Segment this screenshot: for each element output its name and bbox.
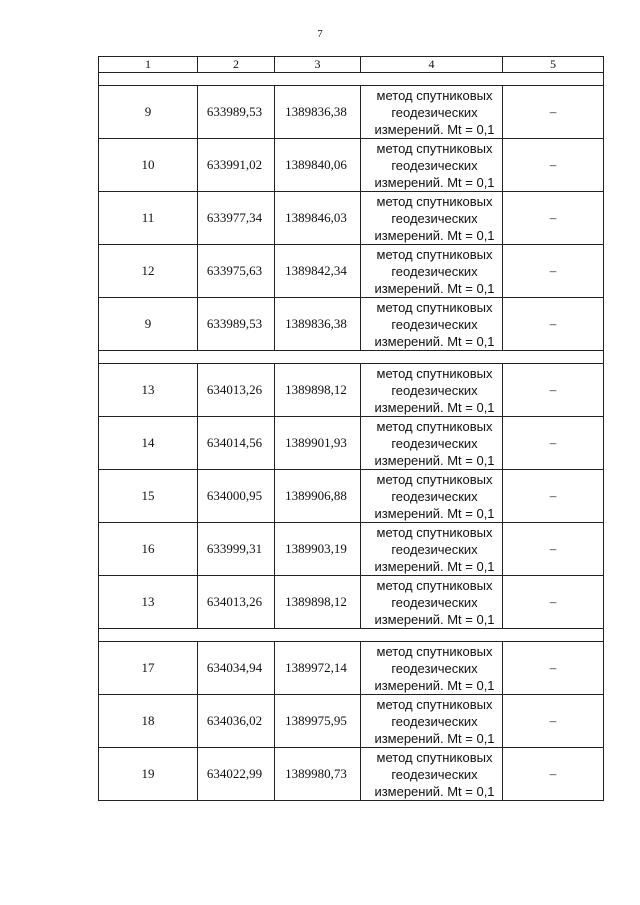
table-row <box>99 192 604 245</box>
method-line: измерений. Mt = 0,1 <box>374 783 495 799</box>
method-line: метод спутниковых <box>376 246 493 262</box>
table-row <box>99 245 604 298</box>
description-cell: – <box>503 86 604 139</box>
coordinate-y-cell: 1389842,34 <box>275 245 361 298</box>
method-line: геодезических <box>391 382 478 398</box>
point-number-cell: 12 <box>99 245 198 298</box>
method-line: метод спутниковых <box>376 140 493 156</box>
description-cell: – <box>503 364 604 417</box>
table-body <box>99 57 604 801</box>
method-cell <box>361 298 503 351</box>
coordinate-y-cell: 1389898,12 <box>275 364 361 417</box>
point-number-cell: 11 <box>99 192 198 245</box>
method-line: измерений. Mt = 0,1 <box>374 730 495 746</box>
section-separator-row <box>99 351 604 364</box>
point-number-cell: 9 <box>99 298 198 351</box>
coordinate-y-cell: 1389972,14 <box>275 642 361 695</box>
coordinate-y-cell: 1389980,73 <box>275 748 361 801</box>
table-row <box>99 417 604 470</box>
section-separator-cell <box>99 351 604 364</box>
coordinate-x-cell: 634022,99 <box>198 748 275 801</box>
coordinate-y-cell: 1389901,93 <box>275 417 361 470</box>
description-cell: – <box>503 642 604 695</box>
table-row <box>99 298 604 351</box>
method-cell <box>361 576 503 629</box>
description-cell: – <box>503 245 604 298</box>
coordinate-x-cell: 634014,56 <box>198 417 275 470</box>
method-line: метод спутниковых <box>376 577 493 593</box>
table-row <box>99 748 604 801</box>
point-number-cell: 9 <box>99 86 198 139</box>
description-cell: – <box>503 576 604 629</box>
method-line: измерений. Mt = 0,1 <box>374 558 495 574</box>
method-cell <box>361 139 503 192</box>
method-line: геодезических <box>391 316 478 332</box>
method-line: измерений. Mt = 0,1 <box>374 399 495 415</box>
point-number-cell: 19 <box>99 748 198 801</box>
description-cell: – <box>503 695 604 748</box>
table-row <box>99 576 604 629</box>
method-line: измерений. Mt = 0,1 <box>374 280 495 296</box>
method-line: геодезических <box>391 541 478 557</box>
method-cell <box>361 364 503 417</box>
header-col-3: 3 <box>275 57 361 73</box>
method-line: метод спутниковых <box>376 643 493 659</box>
coordinate-y-cell: 1389840,06 <box>275 139 361 192</box>
coordinate-y-cell: 1389846,03 <box>275 192 361 245</box>
page-number: 7 <box>317 28 323 40</box>
method-line: измерений. Mt = 0,1 <box>374 505 495 521</box>
method-line: метод спутниковых <box>376 365 493 381</box>
table-row <box>99 470 604 523</box>
coordinate-x-cell: 634034,94 <box>198 642 275 695</box>
method-cell <box>361 245 503 298</box>
coordinate-y-cell: 1389898,12 <box>275 576 361 629</box>
coordinate-x-cell: 633989,53 <box>198 86 275 139</box>
point-number-cell: 17 <box>99 642 198 695</box>
table-row <box>99 523 604 576</box>
method-line: метод спутниковых <box>376 471 493 487</box>
method-line: измерений. Mt = 0,1 <box>374 677 495 693</box>
method-line: измерений. Mt = 0,1 <box>374 174 495 190</box>
method-line: метод спутниковых <box>376 418 493 434</box>
method-cell <box>361 417 503 470</box>
point-number-cell: 16 <box>99 523 198 576</box>
header-col-2: 2 <box>198 57 275 73</box>
coordinate-x-cell: 633975,63 <box>198 245 275 298</box>
point-number-cell: 10 <box>99 139 198 192</box>
header-col-4: 4 <box>361 57 503 73</box>
table-header-row <box>99 57 604 73</box>
table-row <box>99 139 604 192</box>
method-line: геодезических <box>391 713 478 729</box>
method-line: метод спутниковых <box>376 299 493 315</box>
coordinate-y-cell: 1389903,19 <box>275 523 361 576</box>
point-number-cell: 13 <box>99 576 198 629</box>
coordinate-x-cell: 634036,02 <box>198 695 275 748</box>
method-line: геодезических <box>391 435 478 451</box>
method-line: геодезических <box>391 104 478 120</box>
method-line: геодезических <box>391 766 478 782</box>
method-line: измерений. Mt = 0,1 <box>374 452 495 468</box>
method-cell <box>361 695 503 748</box>
table-row <box>99 642 604 695</box>
point-number-cell: 18 <box>99 695 198 748</box>
coordinate-x-cell: 633999,31 <box>198 523 275 576</box>
section-separator-cell <box>99 73 604 86</box>
table-row <box>99 695 604 748</box>
description-cell: – <box>503 470 604 523</box>
coordinate-x-cell: 633977,34 <box>198 192 275 245</box>
method-cell <box>361 86 503 139</box>
point-number-cell: 15 <box>99 470 198 523</box>
method-line: метод спутниковых <box>376 696 493 712</box>
header-col-1: 1 <box>99 57 198 73</box>
description-cell: – <box>503 748 604 801</box>
method-line: метод спутниковых <box>376 193 493 209</box>
method-line: метод спутниковых <box>376 524 493 540</box>
method-line: геодезических <box>391 660 478 676</box>
coordinate-x-cell: 634013,26 <box>198 364 275 417</box>
description-cell: – <box>503 192 604 245</box>
method-line: измерений. Mt = 0,1 <box>374 333 495 349</box>
description-cell: – <box>503 417 604 470</box>
method-line: измерений. Mt = 0,1 <box>374 611 495 627</box>
coordinates-table <box>98 56 604 801</box>
coordinate-x-cell: 633991,02 <box>198 139 275 192</box>
description-cell: – <box>503 298 604 351</box>
section-separator-cell <box>99 629 604 642</box>
method-line: геодезических <box>391 263 478 279</box>
coordinate-y-cell: 1389975,95 <box>275 695 361 748</box>
coordinate-y-cell: 1389836,38 <box>275 298 361 351</box>
method-cell <box>361 470 503 523</box>
coordinate-y-cell: 1389906,88 <box>275 470 361 523</box>
method-cell <box>361 523 503 576</box>
coordinate-x-cell: 633989,53 <box>198 298 275 351</box>
table-row <box>99 364 604 417</box>
point-number-cell: 13 <box>99 364 198 417</box>
method-line: геодезических <box>391 594 478 610</box>
method-cell <box>361 748 503 801</box>
method-line: геодезических <box>391 488 478 504</box>
point-number-cell: 14 <box>99 417 198 470</box>
method-line: метод спутниковых <box>376 87 493 103</box>
method-line: измерений. Mt = 0,1 <box>374 227 495 243</box>
table-row <box>99 86 604 139</box>
method-cell <box>361 192 503 245</box>
section-separator-row <box>99 73 604 86</box>
method-cell <box>361 642 503 695</box>
section-separator-row <box>99 629 604 642</box>
method-line: измерений. Mt = 0,1 <box>374 121 495 137</box>
description-cell: – <box>503 139 604 192</box>
coordinate-x-cell: 634000,95 <box>198 470 275 523</box>
method-line: геодезических <box>391 210 478 226</box>
coordinate-y-cell: 1389836,38 <box>275 86 361 139</box>
method-line: геодезических <box>391 157 478 173</box>
header-col-5: 5 <box>503 57 604 73</box>
coordinate-x-cell: 634013,26 <box>198 576 275 629</box>
description-cell: – <box>503 523 604 576</box>
method-line: метод спутниковых <box>376 749 493 765</box>
